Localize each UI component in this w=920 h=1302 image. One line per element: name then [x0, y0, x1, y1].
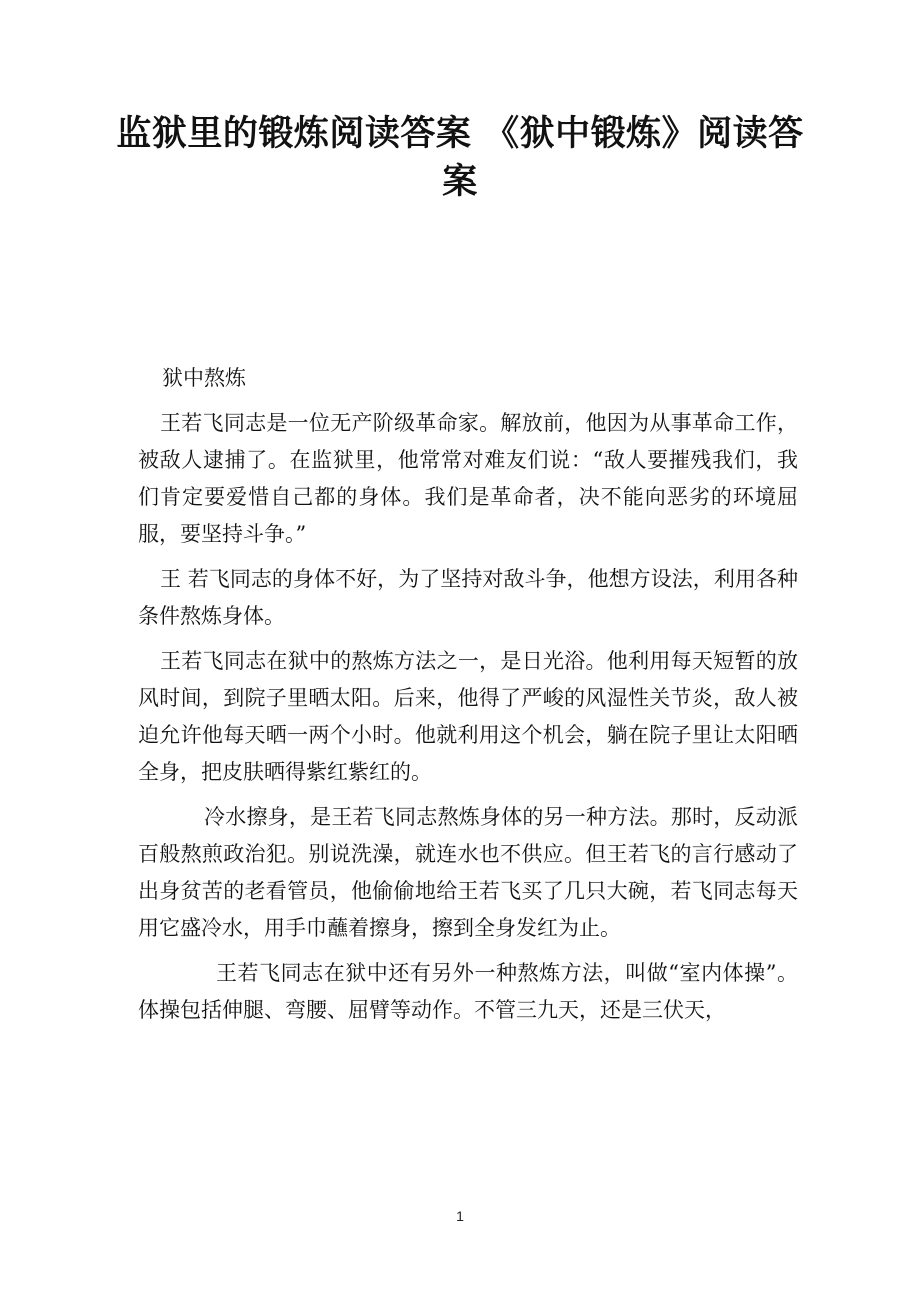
paragraph-4: 冷水擦身，是王若飞同志熬炼身体的另一种方法。那时，反动派百般熬煎政治犯。别说洗澡，就连水也不供应。但王若飞的言行感动了出身贫苦的老看管员，他偷偷地给王若飞买了几只大碗，若飞同志每天用它盛冷水，用手巾蘸着擦身，擦到全身发红为止。 [138, 805, 798, 940]
page-number: 1 [456, 1208, 464, 1224]
paragraph-1: 王若飞同志是一位无产阶级革命家。解放前，他因为从事革命工作，被敌人逮捕了。在监狱里，他常常对难友们说：“敌人要摧残我们，我们肯定要爱惜自己都的身体。我们是革命者，决不能向恶劣的环境屈服，要坚持斗争。” [138, 411, 798, 546]
paragraph-2: 王 若飞同志的身体不好，为了坚持对敌斗争，他想方设法，利用各种条件熬炼身体。 [138, 567, 798, 628]
paragraph-3: 王若飞同志在狱中的熬炼方法之一，是日光浴。他利用每天短暂的放风时间，到院子里晒太阳。后来，他得了严峻的风湿性关节炎，敌人被迫允许他每天晒一两个小时。他就利用这个机会，躺在院子里让太阳晒全身，把皮肤晒得紫红紫红的。 [138, 649, 798, 784]
paragraph-5: 王若飞同志在狱中还有另外一种熬炼方法，叫做“室内体操”。体操包括伸腿、弯腰、屈臂等动作。不管三九天，还是三伏天， [138, 961, 798, 1022]
section-subheading: 狱中熬炼 [162, 366, 246, 390]
document-body [138, 360, 798, 1037]
document-title: 监狱里的锻炼阅读答案 《狱中锻炼》阅读答案 [116, 114, 804, 202]
